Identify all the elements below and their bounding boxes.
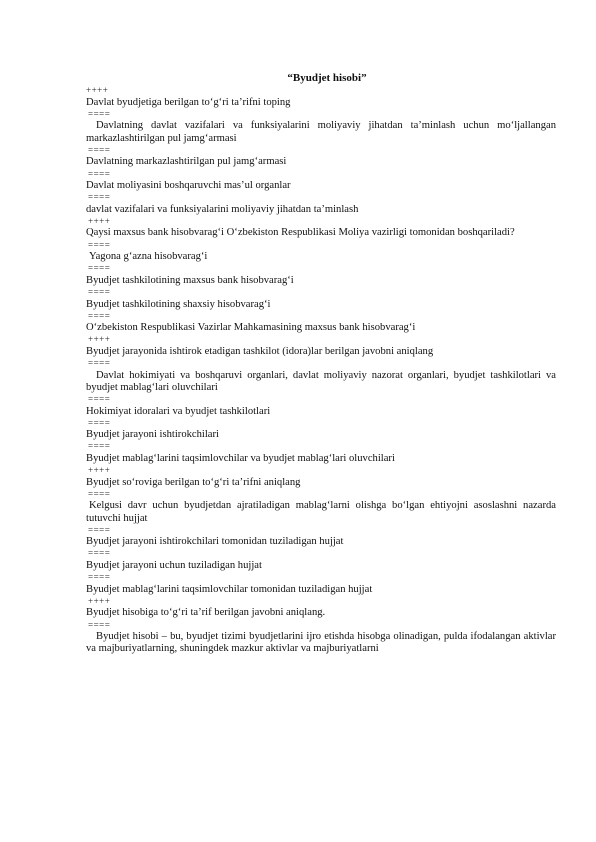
answer-text: Byudjet jarayoni uchun tuziladigan hujjat xyxy=(86,559,262,571)
answer-text: Byudjet tashkilotining maxsus bank hisobvarag‘i xyxy=(86,274,294,286)
answer-text: Byudjet mablag‘larini taqsimlovchilar va byudjet mablag‘lari oluvchilari xyxy=(86,452,395,464)
answer-marker: ==== xyxy=(88,417,111,428)
answer-marker: ==== xyxy=(88,358,111,369)
answer-text: Byudjet jarayoni ishtirokchilari tomonidan tuziladigan hujjat xyxy=(86,536,344,548)
question-marker: ++++ xyxy=(86,85,109,96)
answer-marker: ==== xyxy=(88,144,111,155)
answer-marker: ==== xyxy=(88,394,111,405)
answer-marker: ==== xyxy=(88,108,111,119)
answer-text: davlat vazifalari va funksiyalarini moliyaviy jihatdan ta’minlash xyxy=(86,203,359,215)
answer-marker: ==== xyxy=(88,488,111,499)
answer-text: O‘zbekiston Respublikasi Vazirlar Mahkamasining maxsus bank hisobvarag‘i xyxy=(86,322,416,334)
question-text: Byudjet hisobiga to‘g‘ri ta’rif berilgan javobni aniqlang. xyxy=(86,607,326,619)
answer-marker: ==== xyxy=(88,310,111,321)
answer-text: Byudjet jarayoni ishtirokchilari xyxy=(86,429,219,441)
answer-text: Davlat hokimiyati va boshqaruvi organlari, davlat moliyaviy nazorat organlari, byudjet tashkilotlari va byudjet mablag‘lari oluvchilari xyxy=(86,369,556,393)
answer-text: Hokimiyat idoralari va byudjet tashkilotlari xyxy=(86,405,271,417)
answer-text: Byudjet mablag‘larini taqsimlovchilar tomonidan tuziladigan hujjat xyxy=(86,583,373,595)
question-marker: ++++ xyxy=(88,595,111,606)
document-page xyxy=(86,72,556,655)
question-text: Byudjet jarayonida ishtirok etadigan tashkilot (idora)lar berilgan javobni aniqlang xyxy=(86,345,434,357)
answer-marker: ==== xyxy=(88,548,111,559)
answer-marker: ==== xyxy=(88,619,111,630)
question-text: Byudjet so‘roviga berilgan to‘g‘ri ta’rifni aniqlang xyxy=(86,476,301,488)
question-marker: ++++ xyxy=(88,215,111,226)
answer-text: Kelgusi davr uchun byudjetdan ajratiladigan mablag‘larni olishga bo‘lgan ehtiyojni asoslashni nazarda tutuvchi hujjat xyxy=(86,500,556,524)
answer-text: Davlatning davlat vazifalari va funksiyalarini moliyaviy jihatdan ta’minlash uchun mo‘ljallangan markazlashtirilgan pul jamg‘armasi xyxy=(86,120,556,144)
question-text: Qaysi maxsus bank hisobvarag‘i O‘zbekiston Respublikasi Moliya vazirligi tomonidan boshqariladi? xyxy=(86,227,515,239)
answer-marker: ==== xyxy=(88,441,111,452)
answer-text: Byudjet hisobi – bu, byudjet tizimi byudjetlarini ijro etishda hisobga olinadigan, pulda ifodalangan aktivlar va majburiyatlarning, shuningdek mazkur aktivlar va majburiyatlarni xyxy=(86,631,556,655)
answer-text: Davlat moliyasini boshqaruvchi mas’ul organlar xyxy=(86,180,291,192)
question-marker: ++++ xyxy=(88,465,111,476)
answer-marker: ==== xyxy=(88,168,111,179)
question-marker: ++++ xyxy=(88,334,111,345)
answer-text: Yagona g‘azna hisobvarag‘i xyxy=(89,251,208,263)
answer-marker: ==== xyxy=(88,192,111,203)
answer-text: Davlatning markazlashtirilgan pul jamg‘armasi xyxy=(86,156,287,168)
answer-marker: ==== xyxy=(88,572,111,583)
document-title: “Byudjet hisobi” xyxy=(287,72,367,84)
answer-text: Byudjet tashkilotining shaxsiy hisobvarag‘i xyxy=(86,298,271,310)
question-text: Davlat byudjetiga berilgan to‘g‘ri ta’rifni toping xyxy=(86,96,291,108)
answer-marker: ==== xyxy=(88,287,111,298)
answer-marker: ==== xyxy=(88,239,111,250)
answer-marker: ==== xyxy=(88,263,111,274)
answer-marker: ==== xyxy=(88,524,111,535)
